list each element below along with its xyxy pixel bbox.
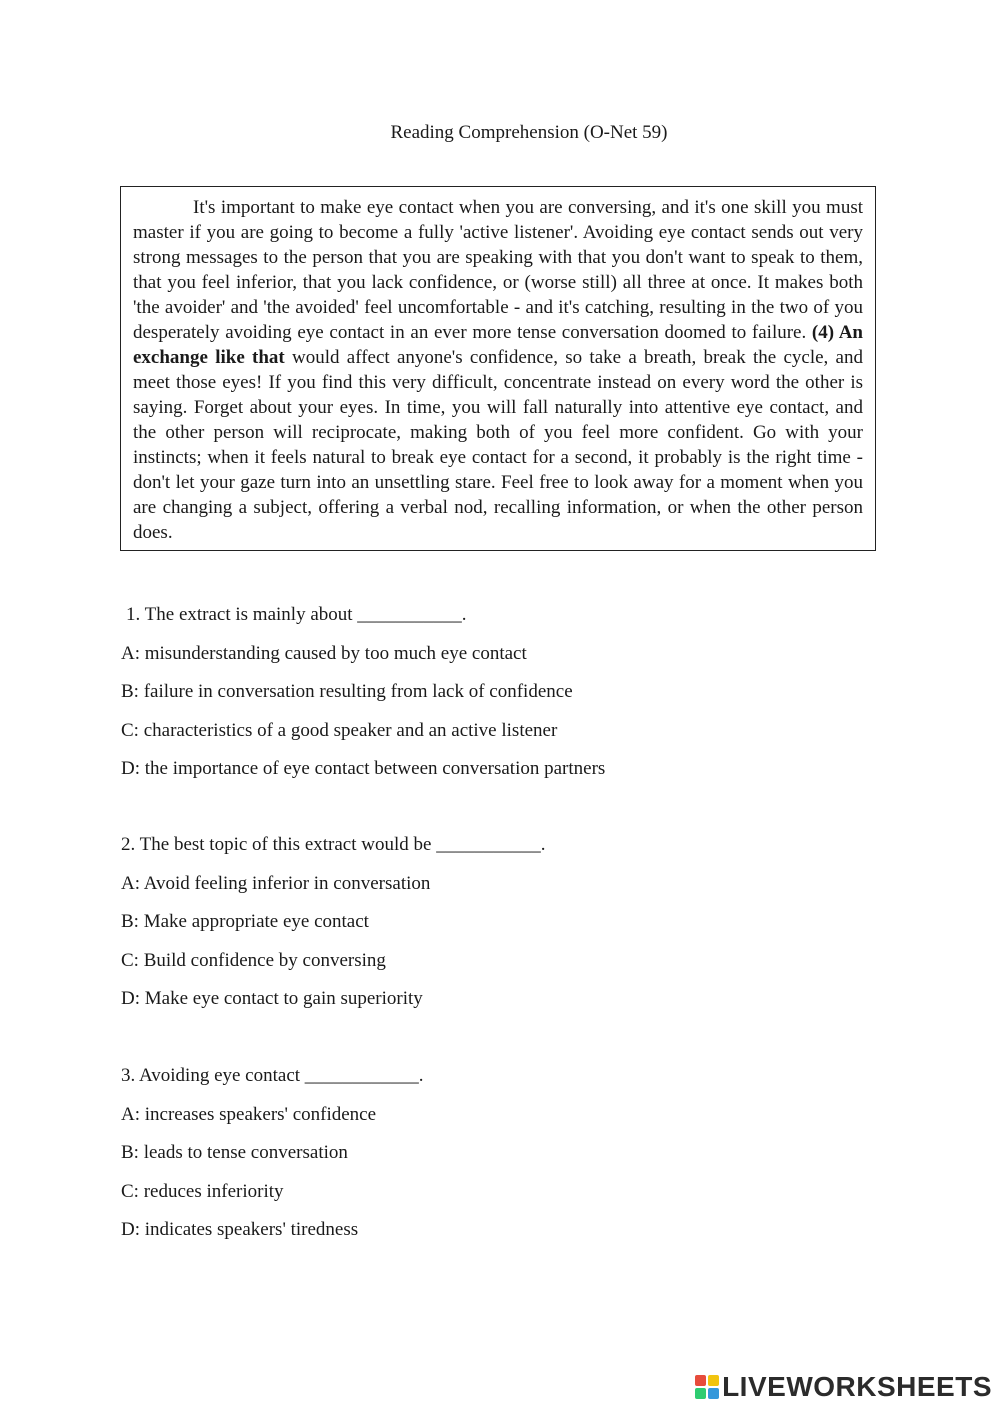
- question-1-option-a[interactable]: A: misunderstanding caused by too much eye contact: [121, 642, 527, 664]
- passage-bold-reference: (4) An exchange like that: [133, 322, 863, 368]
- question-2-option-a[interactable]: A: Avoid feeling inferior in conversation: [121, 872, 431, 894]
- question-1-prompt: 1. The extract is mainly about ___________.: [126, 604, 467, 625]
- question-3: [121, 1064, 941, 1257]
- liveworksheets-logo-text: LIVEWORKSHEETS: [722, 1371, 992, 1402]
- question-2-prompt: 2. The best topic of this extract would be ___________.: [121, 834, 546, 855]
- question-2-option-b[interactable]: B: Make appropriate eye contact: [121, 911, 369, 932]
- question-3-option-d[interactable]: D: indicates speakers' tiredness: [121, 1219, 359, 1240]
- passage-part-1: It's important to make eye contact when you are conversing, and it's one skill you must master if you are going to become a fully 'active listener'. Avoiding eye contact sends out very strong messages to the person that you are speaking with that you don't want to speak to them, that you feel inferior, that you lack confidence, or (worse still) all three at once. It makes both 'the avoider' and 'the avoided' feel uncomfortable - and it's catching, resulting in the two of you desperately avoiding eye contact in an ever more tense conversation doomed to failure.: [133, 197, 863, 343]
- liveworksheets-logo-icon: [695, 1375, 719, 1399]
- question-3-option-c[interactable]: C: reduces inferiority: [121, 1180, 284, 1202]
- question-2-option-c[interactable]: C: Build confidence by conversing: [121, 949, 386, 971]
- passage-part-2: would affect anyone's confidence, so take a breath, break the cycle, and meet those eyes! If you find this very difficult, concentrate instead on every word the other is saying. Forget about your eyes. In time, you will fall naturally into attentive eye contact, and the other person will reciprocate, making both of you feel more confident. Go with your instincts; when it feels natural to break eye contact for a second, it probably is the right time - don't let your gaze turn into an unsettling stare. Feel free to look away for a moment when you are changing a subject, offering a verbal nod, recalling information, or when the other person does.: [133, 347, 863, 543]
- question-3-option-b[interactable]: B: leads to tense conversation: [121, 1142, 348, 1163]
- question-1-option-d[interactable]: D: the importance of eye contact between conversation partners: [121, 758, 606, 779]
- question-2-option-d[interactable]: D: Make eye contact to gain superiority: [121, 988, 423, 1009]
- question-1: [121, 603, 941, 796]
- question-3-option-a[interactable]: A: increases speakers' confidence: [121, 1103, 377, 1125]
- question-2: [121, 833, 941, 1026]
- question-3-prompt: 3. Avoiding eye contact ____________.: [121, 1065, 424, 1086]
- liveworksheets-logo: [695, 1371, 992, 1403]
- question-1-option-c[interactable]: C: characteristics of a good speaker and an active listener: [121, 719, 558, 741]
- passage-box: [120, 186, 876, 551]
- page-title: Reading Comprehension (O-Net 59): [390, 122, 668, 143]
- passage-text: [133, 195, 863, 545]
- question-1-option-b[interactable]: B: failure in conversation resulting from lack of confidence: [121, 681, 573, 702]
